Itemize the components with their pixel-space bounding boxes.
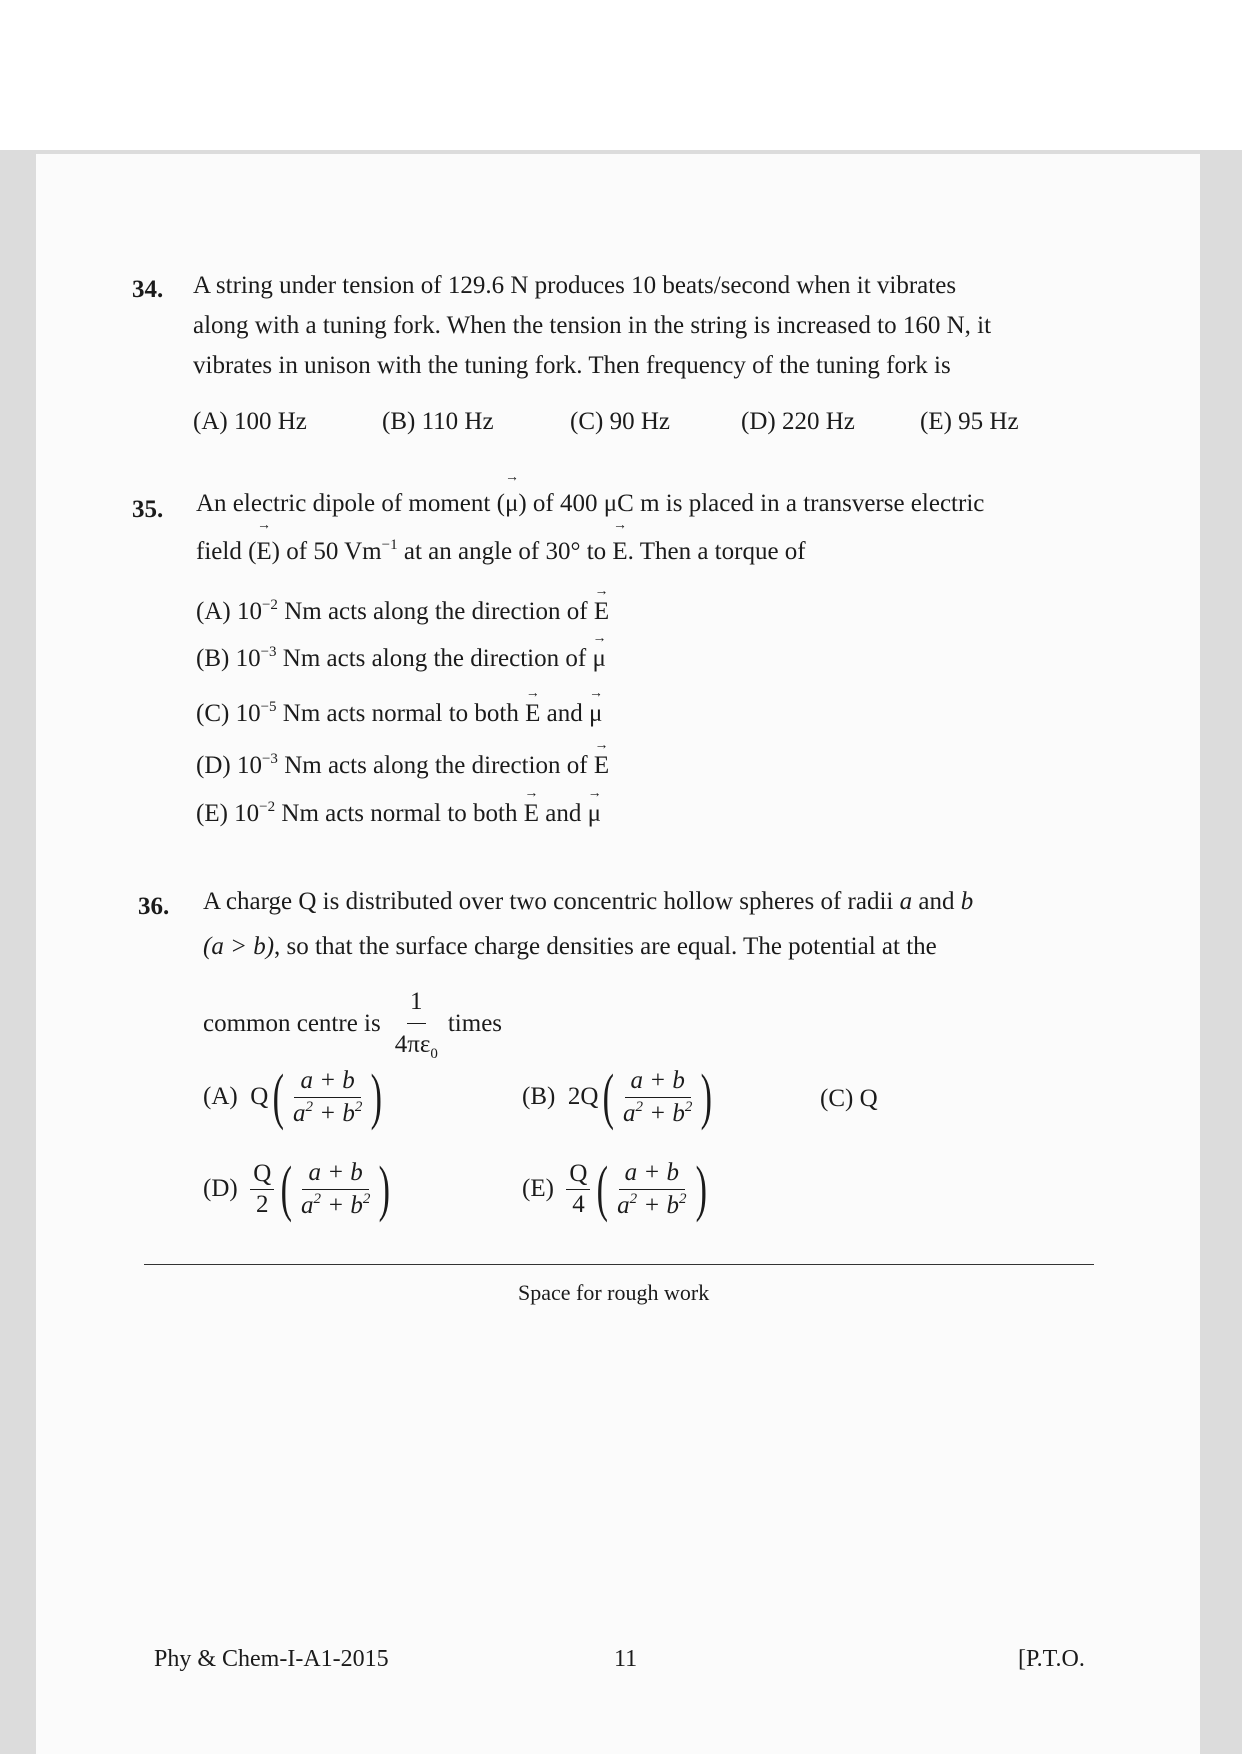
q36-option-e: (E) $\frac{Q}{4}$ ( $\frac{a + b}{a^2 + b^2}$ ) <box>522 1155 707 1223</box>
q35-option-a: (A) $10^{-2}$ Nm acts along the direction of → E <box>196 584 610 625</box>
pto-label: [P.T.O. <box>1018 1646 1085 1672</box>
q35-line-2: field ( → E) of 50 $Vm^{-1}$ at an angle of 30° to → E. Then a torque of <box>196 518 806 565</box>
question-34-text <box>193 266 1077 386</box>
q34-option-d: (D) 220 Hz <box>741 408 855 435</box>
question-35-number: 35. <box>132 496 164 523</box>
paper-code: Phy & Chem-I-A1-2015 <box>154 1646 389 1672</box>
q34-option-e: (E) 95 Hz <box>920 408 1019 435</box>
rough-work-divider <box>144 1264 1094 1265</box>
q36-option-d: (D) $\frac{Q}{2}$ ( $\frac{a + b}{a^2 + b^2}$ ) <box>203 1155 391 1223</box>
q36-option-c: (C) Q <box>820 1085 878 1112</box>
q36-line-3: common centre is $\frac{1}{4\pi\varepsilon_0}$ times <box>203 982 502 1065</box>
rough-work-label: Space for rough work <box>518 1280 710 1305</box>
q34-line-1: A string under tension of 129.6 N produces 10 beats/second when it vibrates <box>193 272 957 299</box>
page-number: 11 <box>614 1646 638 1672</box>
q34-option-b: (B) 110 Hz <box>382 408 494 435</box>
q36-option-a: (A) Q ( $\frac{a + b}{a^2 + b^2}$ ) <box>203 1063 383 1131</box>
q35-option-d: (D) $10^{-3}$ Nm acts along the direction of → E <box>196 738 610 779</box>
q35-line-1: An electric dipole of moment ( → μ) of 400 μC m is placed in a transverse electric <box>196 470 985 517</box>
question-34-number: 34. <box>132 276 164 303</box>
q34-line-3: vibrates in unison with the tuning fork. Then frequency of the tuning fork is <box>193 352 951 379</box>
q36-line-2: (a > b), so that the surface charge densities are equal. The potential at the <box>203 933 937 960</box>
q35-option-b: (B) $10^{-3}$ Nm acts along the direction of → μ <box>196 631 607 672</box>
q34-option-a: (A) 100 Hz <box>193 408 307 435</box>
q35-option-e: (E) $10^{-2}$ Nm acts normal to both → E and → μ <box>196 786 602 827</box>
question-36-number: 36. <box>138 893 170 920</box>
q34-line-2: along with a tuning fork. When the tension in the string is increased to 160 N, it <box>193 312 992 339</box>
q34-option-c: (C) 90 Hz <box>570 408 670 435</box>
one-over-4-pi-epsilon: $\frac{1}{4\pi\varepsilon_0}$ <box>395 982 438 1065</box>
q35-option-c: (C) $10^{-5}$ Nm acts normal to both → E and → μ <box>196 686 604 727</box>
q36-line-1: A charge Q is distributed over two concentric hollow spheres of radii a and b <box>203 888 974 915</box>
q36-option-b: (B) 2Q ( $\frac{a + b}{a^2 + b^2}$ ) <box>522 1063 713 1131</box>
